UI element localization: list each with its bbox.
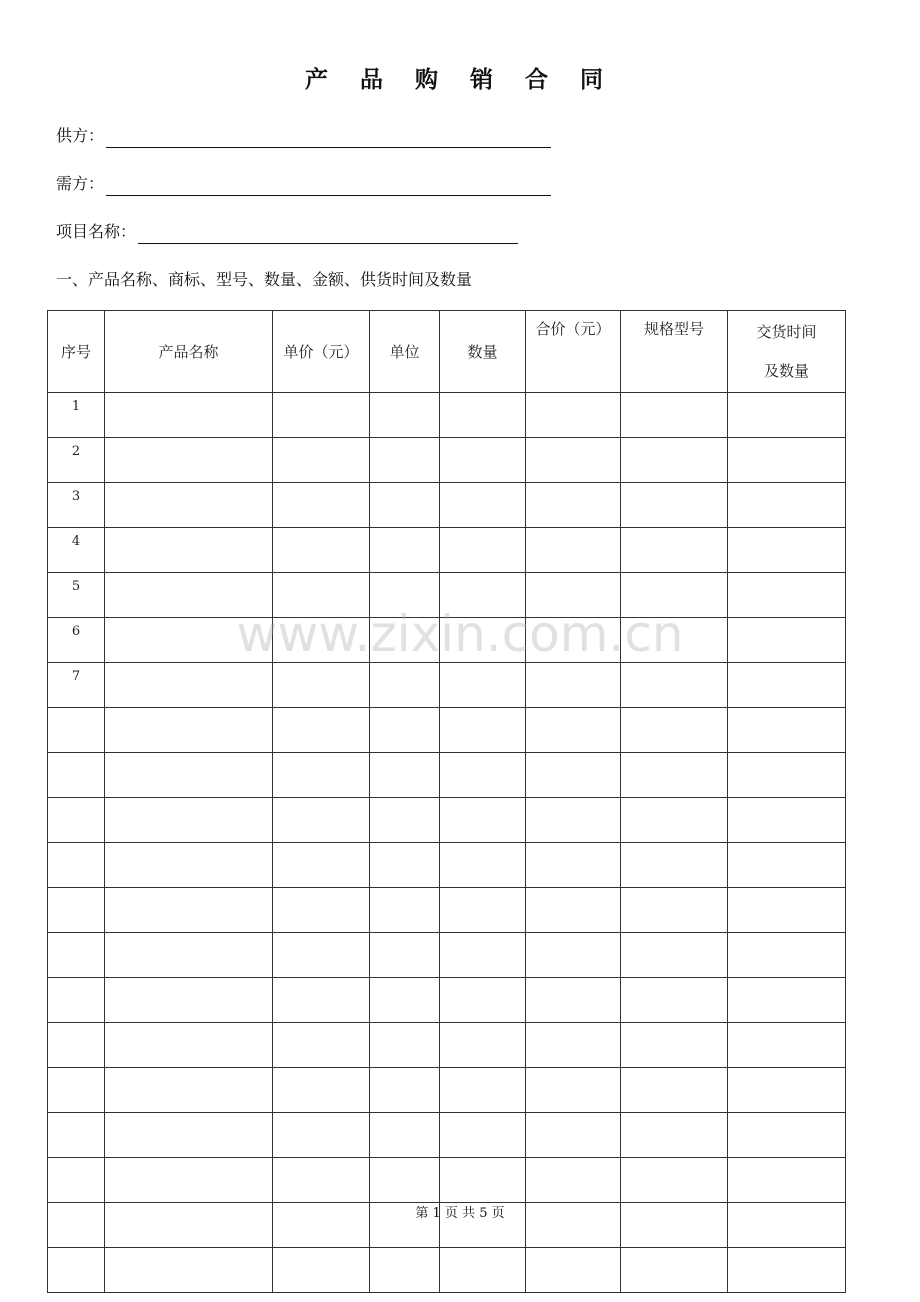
quantity-cell[interactable] — [440, 978, 526, 1023]
header-product-name: 产品名称 — [105, 311, 273, 393]
delivery-cell[interactable] — [728, 573, 846, 618]
product-name-cell[interactable] — [105, 1068, 273, 1113]
spec-model-cell[interactable] — [621, 753, 728, 798]
quantity-cell[interactable] — [440, 663, 526, 708]
unit-cell[interactable] — [370, 933, 440, 978]
unit-price-cell[interactable] — [273, 483, 370, 528]
header-unit: 单位 — [370, 311, 440, 393]
unit-cell[interactable] — [370, 1158, 440, 1203]
quantity-cell[interactable] — [440, 573, 526, 618]
total-price-cell[interactable] — [526, 618, 621, 663]
quantity-cell[interactable] — [440, 708, 526, 753]
spec-model-cell[interactable] — [621, 1113, 728, 1158]
row-seq-cell — [48, 1158, 105, 1203]
quantity-cell[interactable] — [440, 1158, 526, 1203]
spec-model-cell[interactable] — [621, 663, 728, 708]
quantity-cell[interactable] — [440, 528, 526, 573]
table-row — [48, 1023, 846, 1068]
table-row — [48, 753, 846, 798]
unit-cell[interactable] — [370, 573, 440, 618]
unit-price-cell[interactable] — [273, 1068, 370, 1113]
project-field — [56, 220, 518, 244]
unit-price-cell[interactable] — [273, 978, 370, 1023]
unit-price-cell[interactable] — [273, 393, 370, 438]
header-unit-price: 单价（元） — [273, 311, 370, 393]
product-name-cell[interactable] — [105, 888, 273, 933]
product-name-cell[interactable] — [105, 933, 273, 978]
product-name-cell[interactable] — [105, 1023, 273, 1068]
delivery-cell[interactable] — [728, 978, 846, 1023]
delivery-cell[interactable] — [728, 618, 846, 663]
unit-cell[interactable] — [370, 528, 440, 573]
supplier-blank-line[interactable] — [106, 129, 551, 148]
product-name-cell[interactable] — [105, 1113, 273, 1158]
unit-price-cell[interactable] — [273, 528, 370, 573]
row-seq-cell — [48, 1248, 105, 1293]
header-seq: 序号 — [48, 311, 105, 393]
product-name-cell[interactable] — [105, 573, 273, 618]
unit-cell[interactable] — [370, 753, 440, 798]
project-label: 项目名称： — [56, 222, 137, 241]
table-row — [48, 663, 846, 708]
unit-price-cell[interactable] — [273, 708, 370, 753]
delivery-cell[interactable] — [728, 798, 846, 843]
spec-model-cell[interactable] — [621, 618, 728, 663]
buyer-label: 需方： — [56, 174, 105, 193]
unit-price-cell[interactable] — [273, 573, 370, 618]
table-row — [48, 1158, 846, 1203]
section-heading: 一、产品名称、商标、型号、数量、金额、供货时间及数量 — [56, 270, 473, 289]
spec-model-cell[interactable] — [621, 1158, 728, 1203]
quantity-cell[interactable] — [440, 483, 526, 528]
total-price-cell[interactable] — [526, 1068, 621, 1113]
row-seq-cell — [48, 843, 105, 888]
row-seq-cell: 4 — [48, 528, 105, 573]
delivery-cell[interactable] — [728, 888, 846, 933]
product-name-cell[interactable] — [105, 393, 273, 438]
row-seq-cell — [48, 888, 105, 933]
unit-price-cell[interactable] — [273, 753, 370, 798]
delivery-cell[interactable] — [728, 1158, 846, 1203]
unit-cell[interactable] — [370, 1023, 440, 1068]
quantity-cell[interactable] — [440, 393, 526, 438]
quantity-cell[interactable] — [440, 438, 526, 483]
spec-model-cell[interactable] — [621, 573, 728, 618]
watermark: www.zixin.com.cn — [236, 605, 684, 663]
row-seq-cell: 5 — [48, 573, 105, 618]
spec-model-cell[interactable] — [621, 798, 728, 843]
total-price-cell[interactable] — [526, 1113, 621, 1158]
quantity-cell[interactable] — [440, 888, 526, 933]
spec-model-cell[interactable] — [621, 393, 728, 438]
table-row — [48, 798, 846, 843]
row-seq-cell: 3 — [48, 483, 105, 528]
product-name-cell[interactable] — [105, 438, 273, 483]
unit-price-cell[interactable] — [273, 1023, 370, 1068]
delivery-cell[interactable] — [728, 753, 846, 798]
table-row — [48, 1248, 846, 1293]
product-name-cell[interactable] — [105, 663, 273, 708]
total-price-cell[interactable] — [526, 483, 621, 528]
spec-model-cell[interactable] — [621, 1023, 728, 1068]
unit-cell[interactable] — [370, 708, 440, 753]
product-name-cell[interactable] — [105, 528, 273, 573]
row-seq-cell: 6 — [48, 618, 105, 663]
product-name-cell[interactable] — [105, 798, 273, 843]
total-price-cell[interactable] — [526, 663, 621, 708]
table-row — [48, 1068, 846, 1113]
unit-cell[interactable] — [370, 1248, 440, 1293]
table-row — [48, 573, 846, 618]
total-price-cell[interactable] — [526, 393, 621, 438]
table-header-row — [48, 311, 846, 393]
spec-model-cell[interactable] — [621, 888, 728, 933]
quantity-cell[interactable] — [440, 843, 526, 888]
table-row — [48, 438, 846, 483]
unit-price-cell[interactable] — [273, 1248, 370, 1293]
buyer-field — [56, 172, 551, 196]
row-seq-cell — [48, 708, 105, 753]
spec-model-cell[interactable] — [621, 438, 728, 483]
total-price-cell[interactable] — [526, 1023, 621, 1068]
spec-model-cell[interactable] — [621, 1248, 728, 1293]
table-row — [48, 843, 846, 888]
unit-cell[interactable] — [370, 798, 440, 843]
row-seq-cell — [48, 1023, 105, 1068]
supplier-label: 供方： — [56, 126, 105, 145]
quantity-cell[interactable] — [440, 798, 526, 843]
total-price-cell[interactable] — [526, 843, 621, 888]
header-spec-model: 规格型号 — [621, 311, 728, 393]
delivery-cell[interactable] — [728, 708, 846, 753]
product-name-cell[interactable] — [105, 978, 273, 1023]
delivery-cell[interactable] — [728, 528, 846, 573]
spec-model-cell[interactable] — [621, 978, 728, 1023]
unit-price-cell[interactable] — [273, 798, 370, 843]
unit-cell[interactable] — [370, 888, 440, 933]
spec-model-cell[interactable] — [621, 483, 728, 528]
unit-price-cell[interactable] — [273, 1158, 370, 1203]
total-price-cell[interactable] — [526, 978, 621, 1023]
product-name-cell[interactable] — [105, 1158, 273, 1203]
unit-price-cell[interactable] — [273, 843, 370, 888]
product-name-cell[interactable] — [105, 753, 273, 798]
delivery-cell[interactable] — [728, 663, 846, 708]
total-price-cell[interactable] — [526, 573, 621, 618]
unit-price-cell[interactable] — [273, 933, 370, 978]
row-seq-cell: 1 — [48, 393, 105, 438]
header-quantity: 数量 — [440, 311, 526, 393]
project-blank-line[interactable] — [138, 225, 518, 244]
unit-price-cell[interactable] — [273, 618, 370, 663]
table-row — [48, 978, 846, 1023]
table-row — [48, 708, 846, 753]
table-row — [48, 393, 846, 438]
total-price-cell[interactable] — [526, 528, 621, 573]
product-name-cell[interactable] — [105, 708, 273, 753]
unit-price-cell[interactable] — [273, 663, 370, 708]
row-seq-cell — [48, 798, 105, 843]
header-total-price: 合价（元） — [526, 311, 621, 393]
table-row — [48, 528, 846, 573]
quantity-cell[interactable] — [440, 1023, 526, 1068]
delivery-cell[interactable] — [728, 393, 846, 438]
spec-model-cell[interactable] — [621, 843, 728, 888]
unit-cell[interactable] — [370, 483, 440, 528]
quantity-cell[interactable] — [440, 1248, 526, 1293]
spec-model-cell[interactable] — [621, 933, 728, 978]
row-seq-cell: 2 — [48, 438, 105, 483]
delivery-cell[interactable] — [728, 933, 846, 978]
table-row — [48, 888, 846, 933]
product-name-cell[interactable] — [105, 843, 273, 888]
buyer-blank-line[interactable] — [106, 177, 551, 196]
spec-model-cell[interactable] — [621, 708, 728, 753]
quantity-cell[interactable] — [440, 753, 526, 798]
product-name-cell[interactable] — [105, 1248, 273, 1293]
total-price-cell[interactable] — [526, 753, 621, 798]
unit-price-cell[interactable] — [273, 888, 370, 933]
total-price-cell[interactable] — [526, 888, 621, 933]
unit-cell[interactable] — [370, 1113, 440, 1158]
row-seq-cell — [48, 933, 105, 978]
total-price-cell[interactable] — [526, 798, 621, 843]
unit-price-cell[interactable] — [273, 438, 370, 483]
product-name-cell[interactable] — [105, 483, 273, 528]
total-price-cell[interactable] — [526, 1248, 621, 1293]
delivery-cell[interactable] — [728, 483, 846, 528]
delivery-cell[interactable] — [728, 1068, 846, 1113]
quantity-cell[interactable] — [440, 618, 526, 663]
unit-cell[interactable] — [370, 1068, 440, 1113]
product-table — [47, 310, 846, 1293]
total-price-cell[interactable] — [526, 1158, 621, 1203]
document-title: 产 品 购 销 合 同 — [304, 67, 616, 93]
unit-cell[interactable] — [370, 618, 440, 663]
quantity-cell[interactable] — [440, 1068, 526, 1113]
table-row — [48, 933, 846, 978]
delivery-cell[interactable] — [728, 1023, 846, 1068]
total-price-cell[interactable] — [526, 708, 621, 753]
delivery-cell[interactable] — [728, 438, 846, 483]
quantity-cell[interactable] — [440, 1113, 526, 1158]
supplier-field — [56, 124, 551, 148]
row-seq-cell — [48, 1068, 105, 1113]
unit-cell[interactable] — [370, 843, 440, 888]
row-seq-cell — [48, 978, 105, 1023]
total-price-cell[interactable] — [526, 933, 621, 978]
delivery-cell[interactable] — [728, 1248, 846, 1293]
spec-model-cell[interactable] — [621, 1068, 728, 1113]
unit-cell[interactable] — [370, 393, 440, 438]
page-footer: 第 1 页 共 5 页 — [415, 1206, 505, 1221]
row-seq-cell — [48, 753, 105, 798]
header-delivery-line1: 交货时间 — [756, 322, 817, 341]
total-price-cell[interactable] — [526, 438, 621, 483]
unit-price-cell[interactable] — [273, 1113, 370, 1158]
delivery-cell[interactable] — [728, 843, 846, 888]
table-row — [48, 618, 846, 663]
table-row — [48, 483, 846, 528]
unit-cell[interactable] — [370, 663, 440, 708]
row-seq-cell — [48, 1113, 105, 1158]
quantity-cell[interactable] — [440, 933, 526, 978]
delivery-cell[interactable] — [728, 1113, 846, 1158]
unit-cell[interactable] — [370, 978, 440, 1023]
row-seq-cell: 7 — [48, 663, 105, 708]
header-delivery-line2: 及数量 — [763, 361, 809, 380]
unit-cell[interactable] — [370, 438, 440, 483]
table-row — [48, 1113, 846, 1158]
header-delivery — [728, 311, 846, 393]
product-name-cell[interactable] — [105, 618, 273, 663]
spec-model-cell[interactable] — [621, 528, 728, 573]
